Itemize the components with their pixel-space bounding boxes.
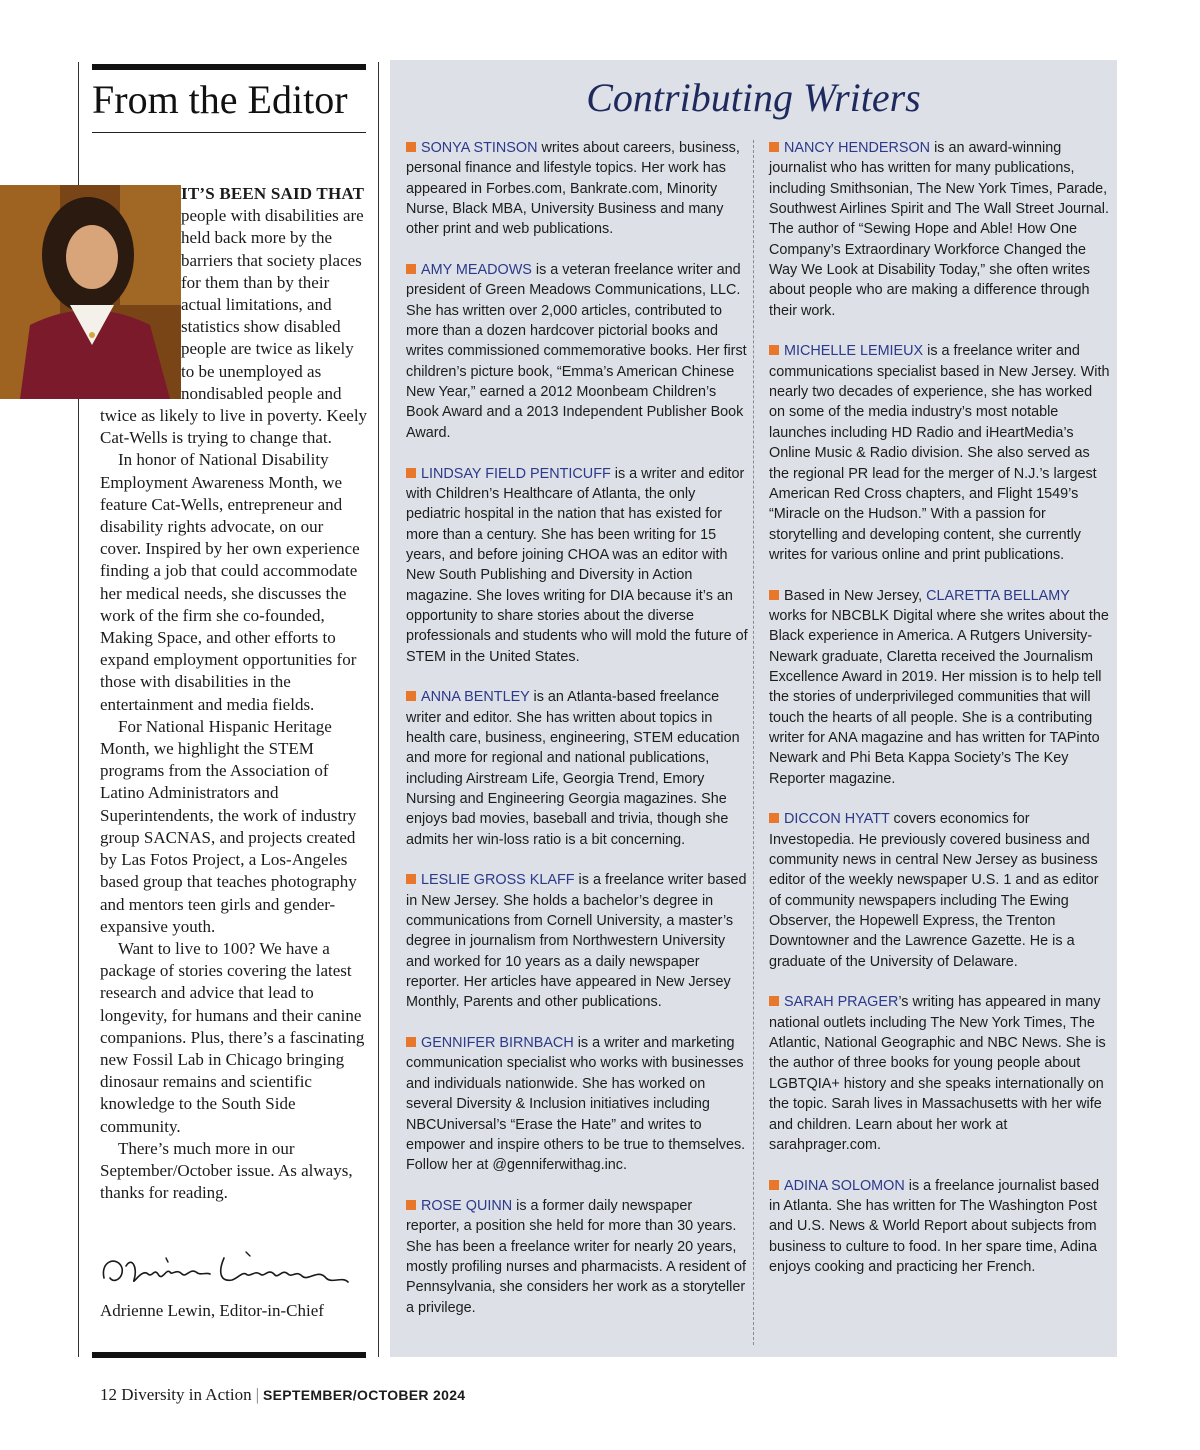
bio-text: is a writer and editor with Children’s Healthcare of Atlanta, the only pediatric hospital in the nation that has existed for more than a century. She has been writing for 15 years, and before joining CHOA was an editor with New South Publishing and Diversity in Action magazine. She loves writing for DIA because it’s an opportunity to share stories about the diverse professionals and students who will mold the future of STEM in the United States. [406,465,748,665]
contributors-column-1 [406,138,748,1338]
contributor-name: AMY MEADOWS [421,262,532,279]
bio-text: ’s writing has appeared in many national outlets including The New York Times, The Atlantic, National Geographic and NBC News. She is the author of three books for young people about LGBTQIA+ history and she speaks internationally on the topic. Sarah lives in Massachusetts with her wife and children. Learn about her work at sarahprager.com. [769,994,1106,1153]
editor-bottom-bar [92,1352,366,1358]
contributor-name: ROSE QUINN [421,1197,513,1214]
orange-square-bullet-icon [406,468,416,478]
contributor-name: CLARETTA BELLAMY [926,587,1070,604]
contributor-name: ADINA SOLOMON [784,1177,905,1194]
bio-text: works for NBCBLK Digital where she writes about the Black experience in America. A Rutgers University-Newark graduate, Claretta received the Journalism Excellence Award in 2019. Her mission is to help tell the stories of underprivileged communities that will touch the hearts of all people. She is a contributing writer for ANA magazine and has written for TAPinto Newark and Phi Beta Kappa Society’s The Key Reporter magazine. [769,607,1109,787]
contributor-bio [769,1176,1111,1278]
orange-square-bullet-icon [769,813,779,823]
contributor-name: MICHELLE LEMIEUX [784,343,924,360]
contributor-bio [769,341,1111,565]
orange-square-bullet-icon [406,874,416,884]
page-footer [100,1384,465,1406]
contributor-bio [769,138,1111,321]
editor-title-rule [92,132,366,133]
contributor-name: NANCY HENDERSON [784,140,931,156]
orange-square-bullet-icon [406,691,416,701]
contributor-bio [406,870,748,1012]
letter-paragraph-3: For National Hispanic Heritage Month, we highlight the STEM programs from the Association of Latino Administrators and Superintendents, the work of industry group SACNAS, and projects created by Las Fotos Project, a Los-Angeles based group that teaches photography and mentors teen girls and gender-expansive youth. [100,716,357,936]
publication-name: Diversity in Action [121,1385,252,1404]
letter-paragraph-2: In honor of National Disability Employment Awareness Month, we feature Cat-Wells, entrepreneur and disability rights advocate, on our cover. Inspired by her own experience finding a job that could accommodate her medical needs, she discusses the work of the firm she co-founded, Making Space, and other efforts to expand employment opportunities for those with disabilities in the entertainment and media fields. [100,450,360,714]
bio-text: is a freelance writer and communications specialist based in New Jersey. With nearly two decades of experience, she has worked on some of the media industry’s most notable launches including HD Radio and iHeartMedia’s Online Music & Radio division. She also served as the regional PR lead for the merger of N.J.’s largest American Red Cross chapters, and Flight 1549’s “Miracle on the Hudson.” With a passion for storytelling and developing content, she currently writes for various online and print publications. [769,343,1110,563]
signature-icon [96,1238,356,1298]
contributor-name: LESLIE GROSS KLAFF [421,872,575,889]
contributor-name: DICCON HYATT [784,811,890,828]
orange-square-bullet-icon [769,142,779,152]
orange-square-bullet-icon [769,345,779,355]
letter-paragraph-5: There’s much more in our September/October issue. As always, thanks for reading. [100,1138,353,1203]
contributor-bio [769,586,1111,789]
orange-square-bullet-icon [406,264,416,274]
contributor-bio [406,687,748,850]
letter-paragraph-1-text: people with disabilities are held back more by the barriers that society places for them than by their actual limitations, and statistics show disabled people are twice as likely to be unemployed as nondisabled people and twice as likely to live in poverty. Keely Cat-Wells is trying to change that. [100,206,368,448]
editor-letter [100,183,368,1204]
contributor-name: GENNIFER BIRNBACH [421,1035,574,1052]
footer-separator: | [255,1385,259,1404]
contributors-heading: Contributing Writers [586,75,921,120]
editor-heading: From the Editor [92,77,348,122]
orange-square-bullet-icon [406,1200,416,1210]
contributor-bio [406,1196,748,1318]
contributors-column-2 [769,138,1111,1298]
letter-lead-in: IT’S BEEN SAID THAT [181,184,365,203]
contributor-bio [769,992,1111,1155]
contributor-bio [769,809,1111,972]
contributor-name: ANNA BENTLEY [421,689,530,706]
bio-text: is an award-winning journalist who has written for many publications, including Smithsonian, The New York Times, Parade, Southwest Airlines Spirit and The Wall Street Journal. The author of “Sewing Hope and Able! How One Company’s Extraordinary Workforce Changed the Way We Look at Disability Today,” she often writes about people who are making a difference through their work. [769,140,1109,319]
bio-text: is a former daily newspaper reporter, a position she held for more than 30 years. She has been a freelance writer for nearly 20 years, mostly profiling nurses and pharmacists. A resident of Pennsylvania, she considers her work as a storyteller a privilege. [406,1197,746,1316]
contributor-name: SONYA STINSON [421,140,538,156]
handwritten-signature [96,1238,356,1298]
letter-paragraph-4: Want to live to 100? We have a package of stories covering the latest research and advice that lead to longevity, for humans and their canine companions. Plus, there’s a fascinating new Fossil Lab in Chicago bringing dinosaur remains and scientific knowledge to the South Side community. [100,938,365,1136]
contributor-bio [406,1033,748,1175]
editor-name-caption: Adrienne Lewin, Editor-in-Chief [100,1301,324,1320]
contributors-column-divider [753,140,754,1345]
photo-wrap-spacer [90,183,181,405]
bio-text: covers economics for Investopedia. He previously covered business and community news in central New Jersey as business editor of the weekly newspaper U.S. 1 and as editor of community newspapers including The Ewing Observer, the Hopewell Express, the Trenton Downtowner and the Lawrence Gazette. He is a graduate of the University of Delaware. [769,811,1099,970]
contributor-bio [406,138,748,240]
contributor-bio [406,464,748,667]
orange-square-bullet-icon [406,1037,416,1047]
bio-text: is a freelance writer based in New Jersey. She holds a bachelor’s degree in communications from Cornell University, a master’s degree in journalism from Northwestern University and worked for 10 years as a daily newspaper reporter. Her articles have appeared in New Jersey Monthly, Parents and other publications. [406,872,747,1011]
center-vertical-rule [378,62,379,1357]
page-number: 12 [100,1385,117,1404]
bio-intro: Based in New Jersey, [784,587,927,604]
bio-text: is a freelance journalist based in Atlanta. She has written for The Washington Post and U.S. News & World Report about subjects from business to culture to food. In her spare time, Adina enjoys cooking and practicing her French. [769,1177,1100,1275]
bio-text: is a veteran freelance writer and president of Green Meadows Communications, LLC. She has written over 2,000 articles, contributed to more than a dozen hardcover pictorial books and writes commissioned commemorative books. Her first children’s picture book, “Emma’s American Chinese New Year,” earned a 2012 Moonbeam Children’s Book Award and a 2013 Independent Publisher Book Award. [406,262,747,441]
orange-square-bullet-icon [769,1180,779,1190]
bio-text: is a writer and marketing communication specialist who works with businesses and individuals nationwide. She has worked on several Diversity & Inclusion initiatives including NBCUniversal’s “Erase the Hate” and writes to empower and inspire others to be true to themselves. Follow her at @genniferwithag.inc. [406,1035,746,1174]
orange-square-bullet-icon [769,996,779,1006]
contributor-bio [406,260,748,443]
editor-top-bar [92,64,366,70]
issue-date: SEPTEMBER/OCTOBER 2024 [262,1387,466,1403]
orange-square-bullet-icon [406,142,416,152]
contributor-name: LINDSAY FIELD PENTICUFF [421,465,611,482]
contributor-name: SARAH PRAGER [784,994,899,1011]
bio-text: writes about careers, business, personal finance and lifestyle topics. Her work has appeared in Forbes.com, Bankrate.com, Minority Nurse, Black MBA, University Business and many other print and web publications. [406,140,740,238]
bio-text: is an Atlanta-based freelance writer and editor. She has written about topics in health care, business, engineering, STEM education and more for regional and national publications, including Airstream Life, Georgia Trend, Emory Nursing and Engineering Georgia magazines. She enjoys bad movies, baseball and trivia, though she admits her win-loss ratio is a bit concerning. [406,689,740,848]
orange-square-bullet-icon [769,590,779,600]
